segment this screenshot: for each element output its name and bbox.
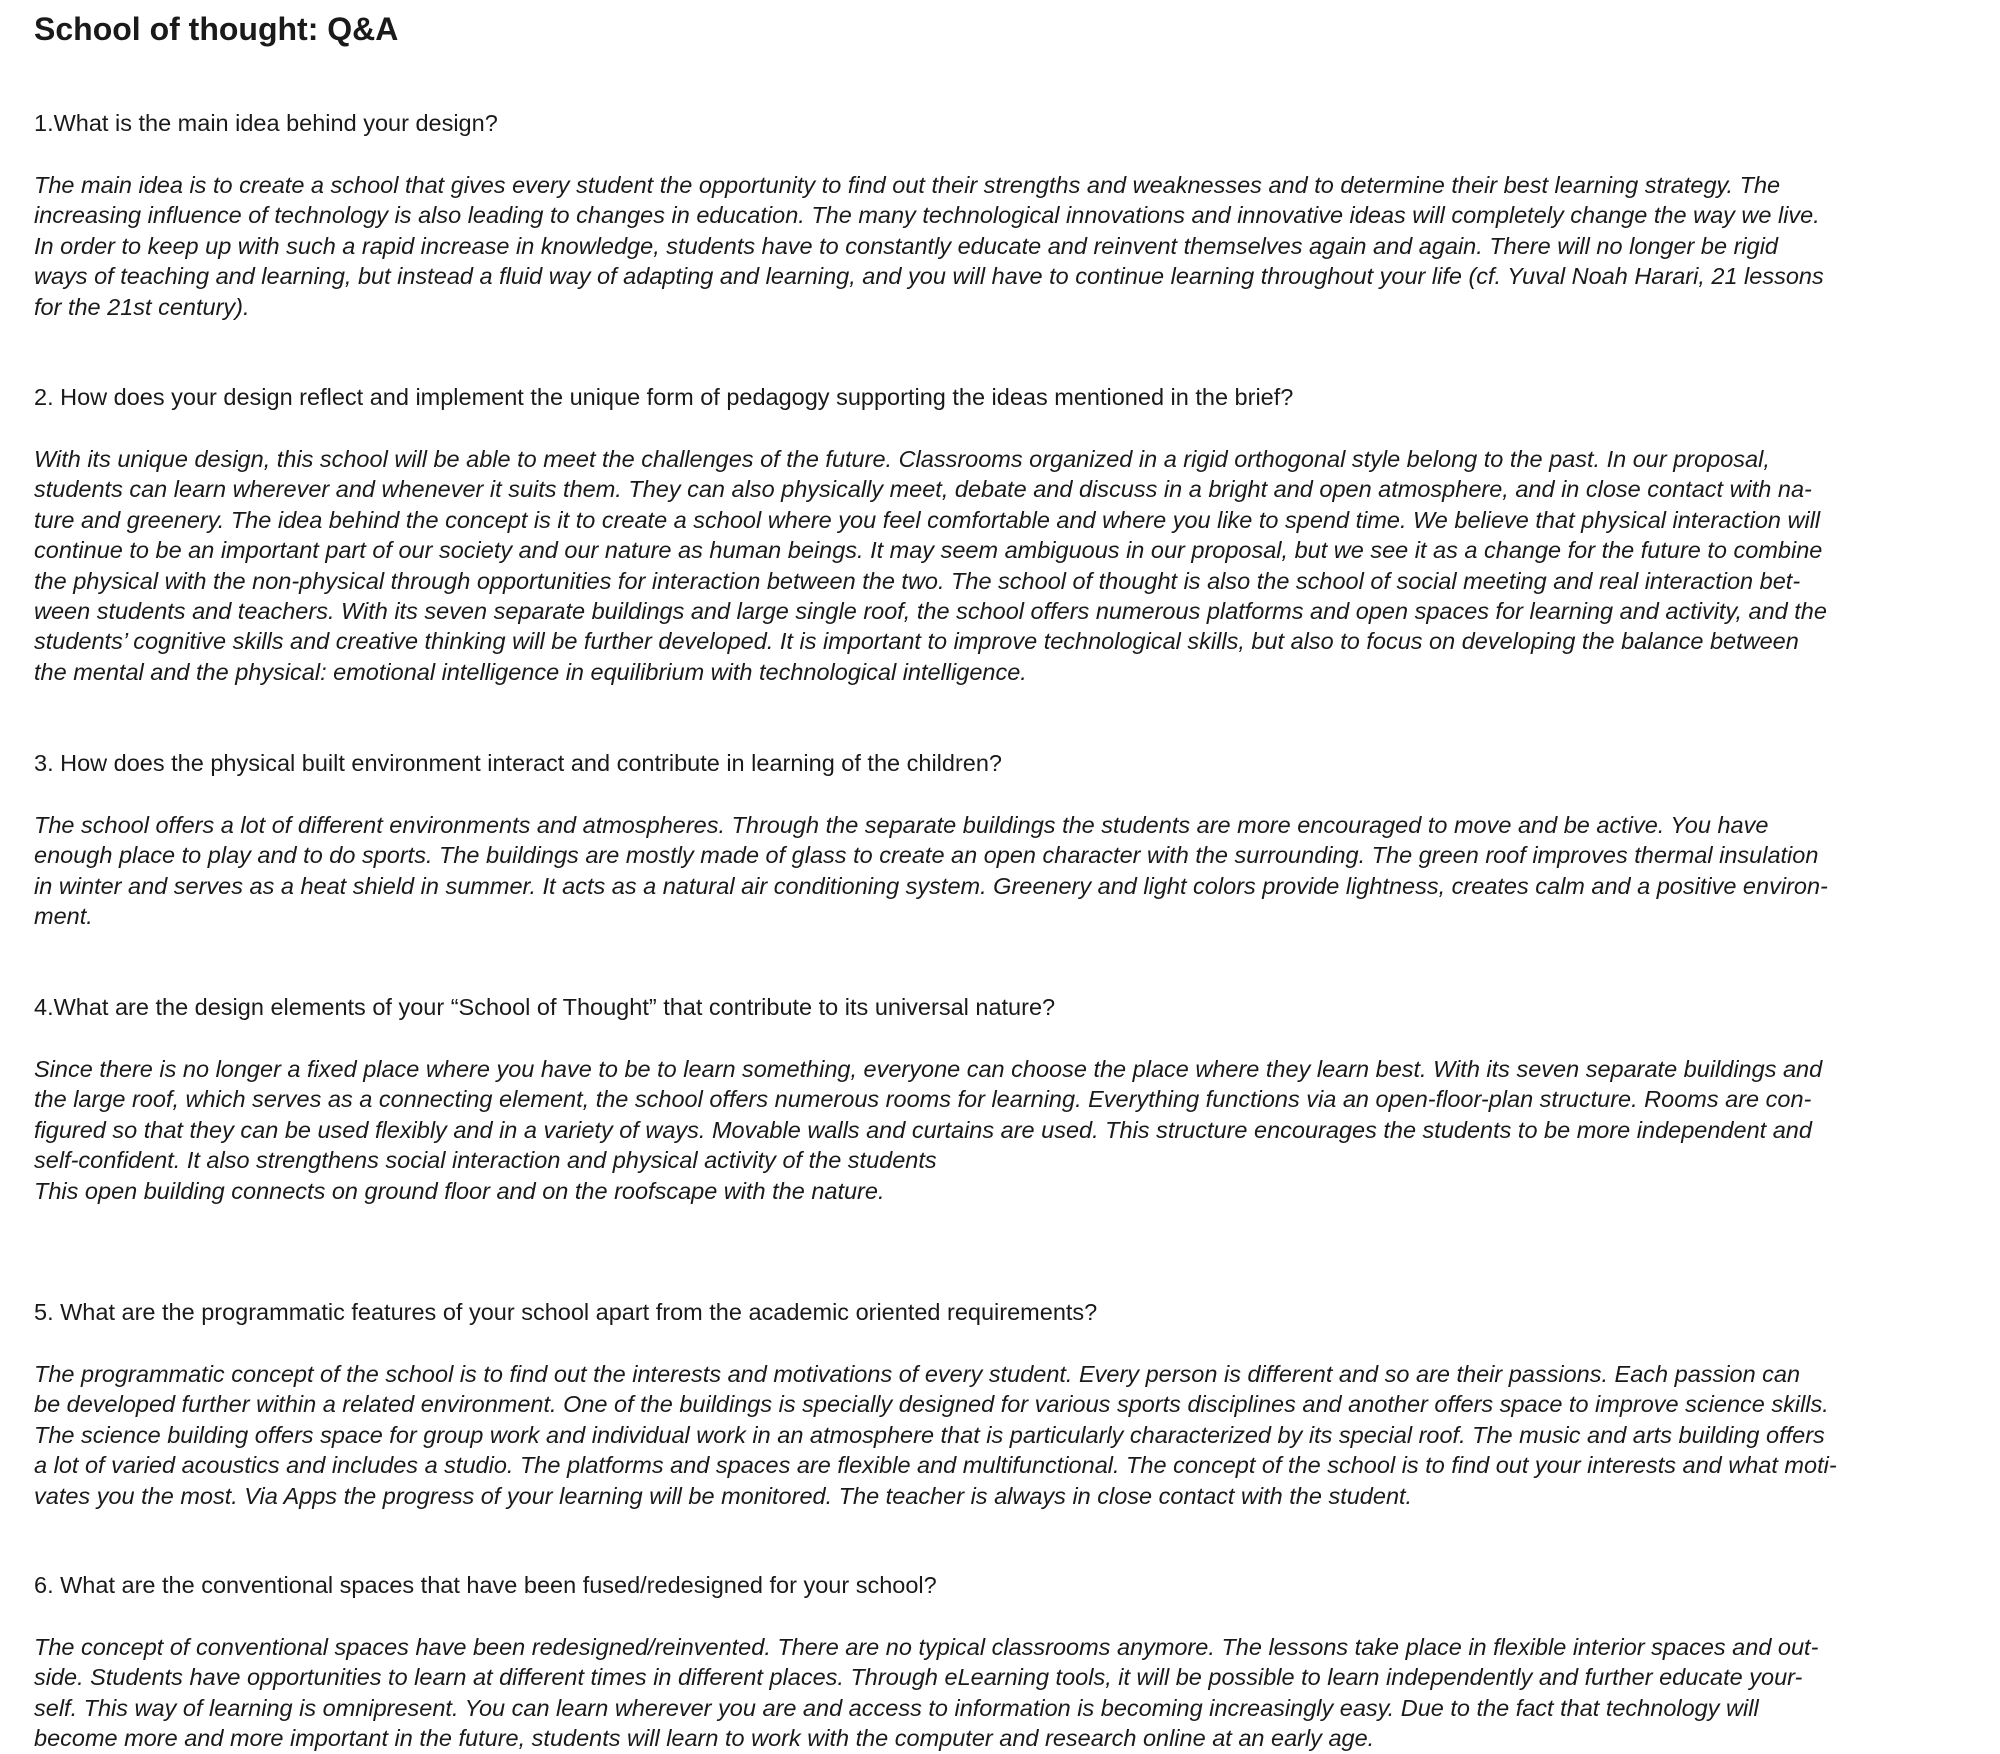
question-4: 4.What are the design elements of your “School of Thought” that contribute to its universal nature? (34, 994, 1056, 1020)
answer-line: in winter and serves as a heat shield in summer. It acts as a natural air conditioning system. Greenery and light colors provide lightness, creates calm and a positive environ- (34, 872, 1828, 899)
answer-line: The main idea is to create a school that gives every student the opportunity to find out their strengths and weaknesses and to determine their best learning strategy. The (34, 172, 1781, 198)
qa-section-3 (34, 748, 1980, 932)
answer-line: ways of teaching and learning, but instead a fluid way of adapting and learning, and you will have to continue learning throughout your life (cf. Yuval Noah Harari, 21 lessons (34, 263, 1824, 290)
answer-line: With its unique design, this school will be able to meet the challenges of the future. Classrooms organized in a rigid orthogonal style belong to the past. In our proposal, (34, 446, 1770, 472)
answer-1 (34, 170, 1980, 322)
answer-line: become more and more important in the future, students will learn to work with the computer and research online at an early age. (34, 1725, 1375, 1752)
answer-line: The school offers a lot of different environments and atmospheres. Through the separate buildings the students are more encouraged to move and be active. You have (34, 812, 1769, 838)
question-1: 1.What is the main idea behind your design? (34, 110, 498, 136)
answer-4 (34, 1054, 1980, 1206)
answer-line: continue to be an important part of our society and our nature as human beings. It may seem ambiguous in our proposal, but we see it as a change for the future to combine (34, 537, 1823, 564)
answer-line: self-confident. It also strengthens social interaction and physical activity of the students (34, 1147, 937, 1174)
answer-line: for the 21st century). (34, 293, 250, 320)
answer-line: figured so that they can be used flexibly and in a variety of ways. Movable walls and curtains are used. This structure encourages the students to be more independent and (34, 1116, 1812, 1143)
answer-line: side. Students have opportunities to learn at different times in different places. Through eLearning tools, it will be possible to learn independently and further educate your- (34, 1664, 1803, 1691)
answer-line: enough place to play and to do sports. The buildings are mostly made of glass to create an open character with the surrounding. The green roof improves thermal insulation (34, 842, 1819, 869)
answer-line: ture and greenery. The idea behind the concept is it to create a school where you feel comfortable and where you like to spend time. We believe that physical interaction will (34, 506, 1821, 533)
answer-line: students can learn wherever and whenever it suits them. They can also physically meet, debate and discuss in a bright and open atmosphere, and in close contact with na- (34, 476, 1812, 503)
qa-section-6 (34, 1570, 1980, 1754)
answer-line: ment. (34, 903, 93, 930)
answer-line: the large roof, which serves as a connecting element, the school offers numerous rooms for learning. Everything functions via an open-floor-plan structure. Rooms are con- (34, 1086, 1812, 1113)
question-5: 5. What are the programmatic features of your school apart from the academic oriented requirements? (34, 1299, 1098, 1325)
qa-section-2 (34, 382, 1980, 687)
answer-line: be developed further within a related environment. One of the buildings is specially designed for various sports disciplines and another offers space to improve science skills. (34, 1391, 1829, 1418)
answer-line: vates you the most. Via Apps the progress of your learning will be monitored. The teacher is always in close contact with the student. (34, 1482, 1413, 1509)
answer-line: the physical with the non-physical through opportunities for interaction between the two. The school of thought is also the school of social meeting and real interaction bet- (34, 567, 1801, 594)
answer-line: Since there is no longer a fixed place where you have to be to learn something, everyone can choose the place where they learn best. With its seven separate buildings and (34, 1056, 1823, 1082)
page-title: School of thought: Q&A (34, 11, 399, 47)
answer-5 (34, 1359, 1980, 1511)
question-2: 2. How does your design reflect and implement the unique form of pedagogy supporting the ideas mentioned in the brief? (34, 384, 1294, 410)
answer-3 (34, 810, 1980, 932)
answer-line: a lot of varied acoustics and includes a studio. The platforms and spaces are flexible and multifunctional. The concept of the school is to find out your interests and what moti- (34, 1452, 1837, 1479)
answer-line: This open building connects on ground floor and on the roofscape with the nature. (34, 1177, 885, 1204)
qa-section-1 (34, 108, 1980, 322)
answer-line: the mental and the physical: emotional intelligence in equilibrium with technological intelligence. (34, 658, 1027, 685)
answer-line: In order to keep up with such a rapid increase in knowledge, students have to constantly educate and reinvent themselves again and again. There will no longer be rigid (34, 232, 1778, 259)
answer-6 (34, 1632, 1980, 1754)
question-6: 6. What are the conventional spaces that have been fused/redesigned for your school? (34, 1572, 937, 1598)
answer-line: self. This way of learning is omnipresent. You can learn wherever you are and access to information is becoming increasingly easy. Due to the fact that technology will (34, 1694, 1759, 1721)
answer-line: The concept of conventional spaces have been redesigned/reinvented. There are no typical classrooms anymore. The lessons take place in flexible interior spaces and out- (34, 1634, 1819, 1660)
answer-line: The science building offers space for group work and individual work in an atmosphere that is particularly characterized by its special roof. The music and arts building offers (34, 1421, 1825, 1448)
qa-section-5 (34, 1297, 1980, 1511)
answer-line: increasing influence of technology is also leading to changes in education. The many technological innovations and innovative ideas will completely change the way we live. (34, 202, 1820, 229)
answer-line: students’ cognitive skills and creative thinking will be further developed. It is important to improve technological skills, but also to focus on developing the balance between (34, 628, 1799, 655)
answer-2 (34, 444, 1980, 687)
answer-line: The programmatic concept of the school is to find out the interests and motivations of every student. Every person is different and so are their passions. Each passion can (34, 1361, 1801, 1387)
answer-line: ween students and teachers. With its seven separate buildings and large single roof, the school offers numerous platforms and open spaces for learning and activity, and the (34, 598, 1827, 625)
question-3: 3. How does the physical built environment interact and contribute in learning of the children? (34, 750, 1002, 776)
qa-section-4 (34, 992, 1980, 1206)
